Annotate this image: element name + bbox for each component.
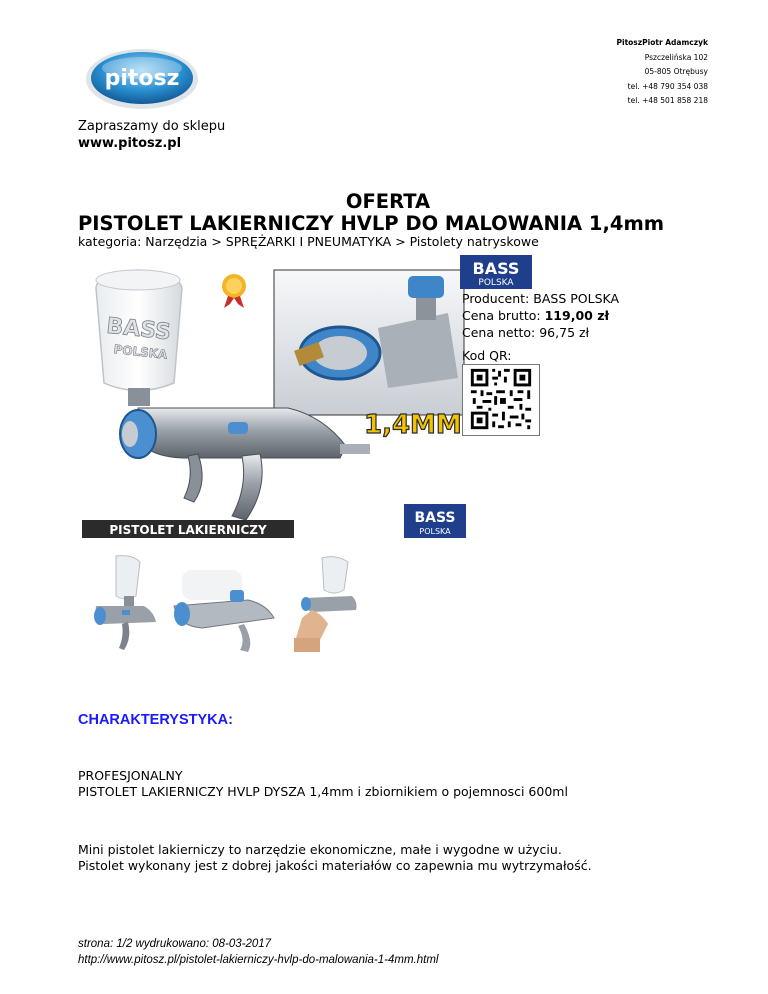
page-url[interactable]: http://www.pitosz.pl/pistolet-lakierniczy-hvlp-do-malowania-1-4mm.html	[78, 954, 439, 966]
address-city: 05-805 Otrębusy	[644, 67, 708, 76]
address-street: Pszczelińska 102	[644, 52, 708, 62]
description-paragraph-1: PROFESJONALNY PISTOLET LAKIERNICZY HVLP DYSZA 1,4mm i zbiornikiem o pojemnosci 600ml	[78, 768, 568, 799]
category-breadcrumb[interactable]: kategoria: Narzędzia > SPRĘŻARKI I PNEUMATYKA > Pistolety natryskowe	[78, 234, 539, 249]
page-info: strona: 1/2 wydrukowano: 08-03-2017	[78, 938, 272, 950]
section-heading: CHARAKTERYSTYKA:	[78, 712, 233, 728]
phone-1: tel. +48 790 354 038	[627, 81, 708, 91]
svg-text:PISTOLET LAKIERNICZY: PISTOLET LAKIERNICZY	[109, 523, 267, 537]
thumbnail-2[interactable]	[168, 552, 278, 654]
product-main-image[interactable]	[78, 258, 466, 540]
svg-text:POLSKA: POLSKA	[112, 342, 168, 362]
product-info	[462, 290, 619, 341]
net-price: 96,75 zł	[539, 325, 590, 340]
page-footer	[78, 936, 438, 968]
svg-text:BASS: BASS	[105, 313, 173, 346]
pitosz-logo[interactable]	[84, 46, 200, 110]
svg-text:POLSKA: POLSKA	[478, 278, 514, 288]
company-name: PitoszPiotr Adamczyk	[616, 38, 708, 47]
phone-2: tel. +48 501 858 218	[627, 96, 708, 105]
svg-text:BASS: BASS	[472, 259, 520, 278]
net-price-line: Cena netto: 96,75 zł	[462, 325, 590, 340]
brand-logo	[460, 255, 532, 289]
svg-text:BASS: BASS	[414, 510, 456, 526]
svg-text:1,4MM: 1,4MM	[364, 410, 462, 440]
producer-line: Producent: BASS POLSKA	[462, 291, 620, 306]
thumbnail-1[interactable]	[88, 552, 158, 654]
offer-label: OFERTA	[345, 190, 431, 213]
welcome-text: Zapraszamy do sklepu	[78, 119, 226, 134]
svg-text:pitosz: pitosz	[104, 66, 180, 91]
product-title: PISTOLET LAKIERNICZY HVLP DO MALOWANIA 1,4mm	[78, 212, 665, 235]
description-paragraph-2: Mini pistolet lakierniczy to narzędzie ekonomiczne, małe i wygodne w użyciu. Pistolet wykonany jest z dobrej jakości materiałów co zapewnia mu wytrzymałość.	[78, 842, 592, 873]
company-info	[617, 36, 709, 109]
shop-link[interactable]: www.pitosz.pl	[78, 136, 182, 151]
producer-value: BASS POLSKA	[533, 291, 620, 306]
gross-price-line: Cena brutto: 119,00 zł	[462, 308, 610, 323]
qr-label: Kod QR:	[462, 348, 512, 363]
thumbnail-3[interactable]	[292, 552, 364, 654]
svg-text:POLSKA: POLSKA	[419, 527, 451, 536]
gross-price: 119,00 zł	[544, 308, 610, 323]
welcome-block	[78, 118, 225, 152]
qr-code[interactable]	[462, 364, 540, 436]
